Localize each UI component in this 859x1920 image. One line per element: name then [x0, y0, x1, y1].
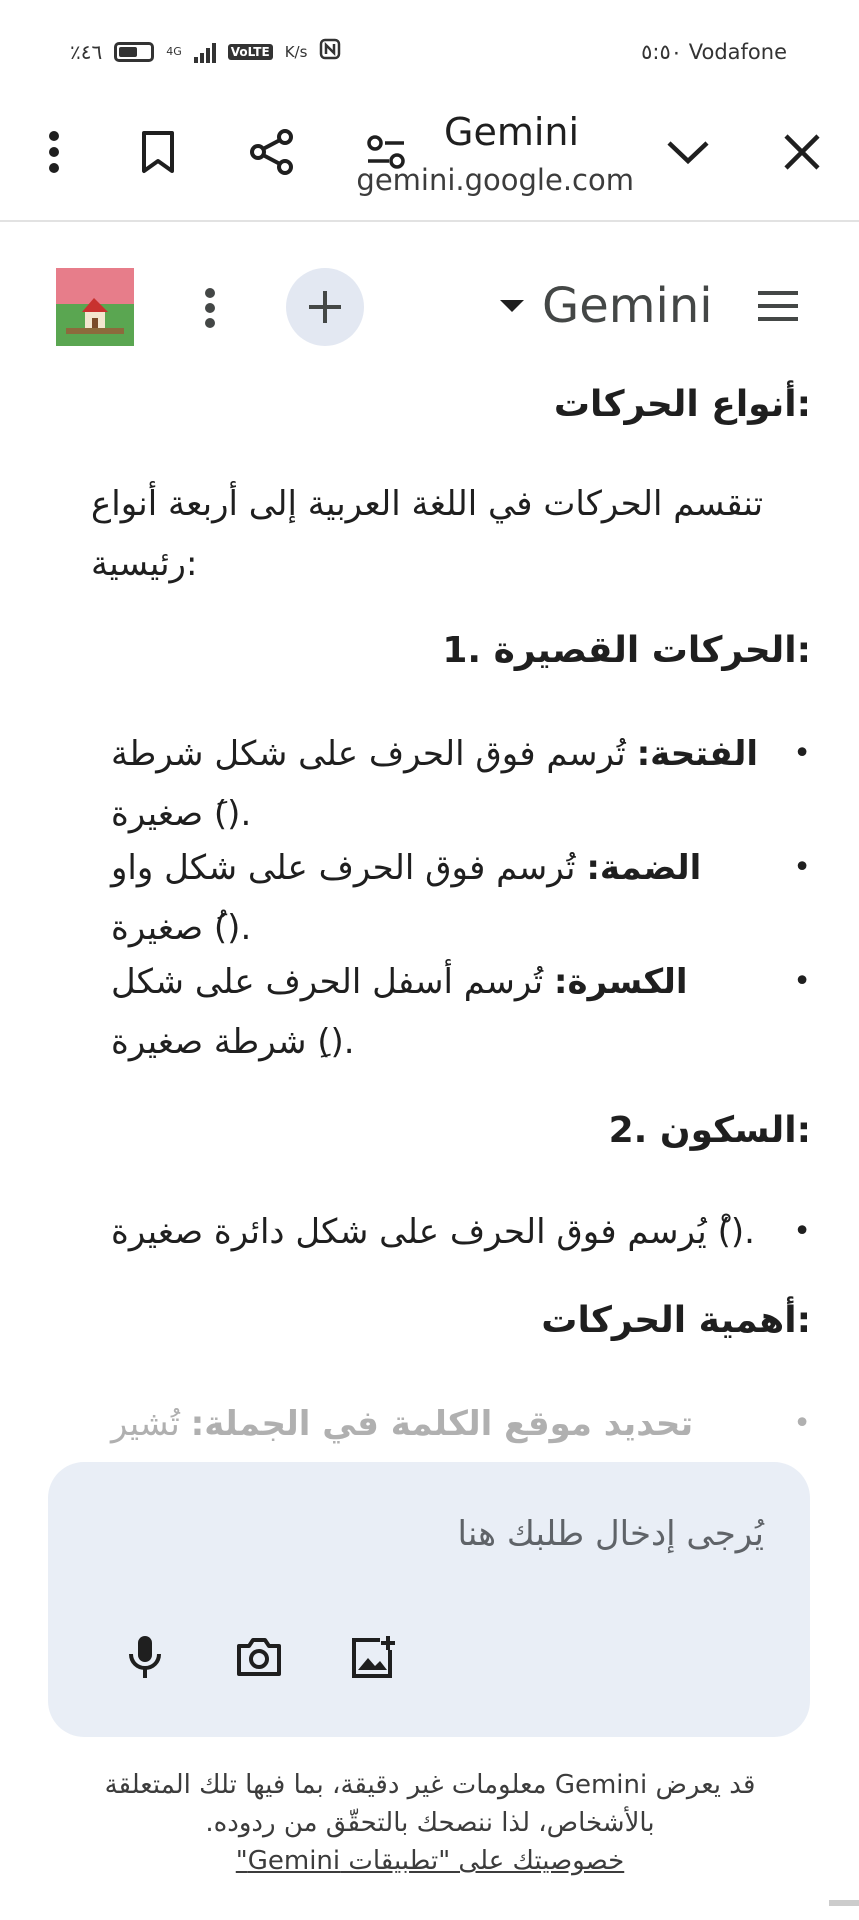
microphone-icon[interactable]	[110, 1622, 180, 1692]
share-icon[interactable]	[242, 122, 302, 182]
section-sukun: 2. السكون:	[608, 1110, 811, 1151]
close-icon[interactable]	[772, 122, 832, 182]
more-options-icon[interactable]	[24, 122, 84, 182]
battery-icon	[114, 42, 154, 62]
intro-paragraph: تنقسم الحركات في اللغة العربية إلى أربعة أنواع رئيسية:	[91, 484, 764, 584]
list-item	[111, 952, 811, 1072]
list-item	[111, 724, 811, 844]
nfc-icon	[319, 38, 341, 65]
prompt-input[interactable]: يُرجى إدخال طلبك هنا	[457, 1514, 764, 1554]
disclaimer	[60, 1766, 800, 1880]
heading-types: أنواع الحركات:	[553, 384, 811, 425]
avatar[interactable]	[56, 268, 134, 346]
list-item	[111, 838, 811, 958]
privacy-link[interactable]: خصوصيتك على "تطبيقات Gemini"	[235, 1846, 625, 1876]
list-item-desc: يُرسم فوق الحرف على شكل دائرة صغيرة (ْ).	[111, 1212, 755, 1252]
camera-icon[interactable]	[224, 1622, 294, 1692]
bookmark-icon[interactable]	[128, 122, 188, 182]
list-item-term: تحديد موقع الكلمة في الجملة:	[190, 1404, 694, 1444]
volte-badge: VoLTE	[228, 44, 273, 60]
list-item-desc: تُشير	[111, 1404, 180, 1444]
tab-url[interactable]: gemini.google.com	[356, 163, 634, 197]
disclaimer-text: قد يعرض Gemini معلومات غير دقيقة، بما فيها تلك المتعلقة بالأشخاص، لذا ننصحك بالتحقّق من ردوده.	[104, 1770, 756, 1838]
list-item	[111, 1202, 811, 1262]
hamburger-menu-icon[interactable]	[748, 276, 808, 336]
chevron-down-icon[interactable]	[658, 122, 718, 182]
network-type: 4G	[166, 45, 182, 58]
signal-icon	[194, 41, 216, 63]
list-item-desc: تُرسم فوق الحرف على شكل شرطة صغيرة (َ).	[111, 734, 637, 834]
model-selector[interactable]	[500, 274, 713, 338]
tab-title: Gemini	[444, 110, 580, 154]
status-bar	[0, 0, 859, 100]
caret-down-icon	[500, 300, 524, 312]
home-indicator	[829, 1900, 859, 1906]
section-short-vowels: 1. الحركات القصيرة:	[442, 630, 811, 671]
list-item-desc: تُرسم أسفل الحرف على شكل شرطة صغيرة (ِ).	[111, 962, 554, 1062]
list-item-term: الكسرة:	[553, 962, 688, 1002]
list-item-desc: تُرسم فوق الحرف على شكل واو صغيرة (ُ).	[111, 848, 587, 948]
clock: ٥:٥٠	[641, 40, 683, 64]
status-right	[641, 40, 787, 64]
carrier: Vodafone	[688, 40, 787, 64]
plus-icon	[307, 289, 343, 325]
new-chat-button[interactable]	[286, 268, 364, 346]
heading-importance: أهمية الحركات:	[541, 1300, 811, 1341]
list-item-term: الضمة:	[586, 848, 702, 888]
add-image-icon[interactable]	[338, 1622, 408, 1692]
status-left	[70, 38, 341, 65]
prompt-composer	[48, 1462, 810, 1737]
network-speed: K/s	[284, 42, 308, 61]
model-name: Gemini	[542, 278, 713, 334]
battery-percent: ٪٤٦	[70, 39, 103, 64]
app-menu-icon[interactable]	[192, 276, 228, 340]
list-item-term: الفتحة:	[636, 734, 759, 774]
